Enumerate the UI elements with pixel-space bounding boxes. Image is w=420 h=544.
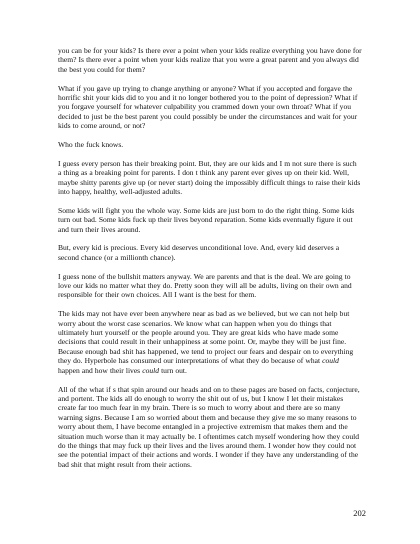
- paragraph-6: But, every kid is precious. Every kid deserves unconditional love. And, every kid deserves a second chance (or a millionth chance).: [58, 243, 340, 262]
- paragraph-8: [58, 309, 362, 375]
- page-number: 202: [353, 508, 366, 518]
- paragraph-8-text-2: happen and how their lives: [58, 365, 143, 375]
- emphasis-could-2: could: [142, 365, 159, 375]
- paragraph-1: you can be for your kids? Is there ever a point when your kids realize everything you have done for them? Is there ever a point when your kids realize that you were a great parent and you always did the best you could for them?: [58, 46, 362, 74]
- paragraph-4: I guess every person has their breaking point. But, they are our kids and I m not sure there is such a thing as a breaking point for parents. I don t think any parent ever gives up on their kid. Well, maybe shitty parents give up (or never start) doing the impossibly difficult things to raise their kids into happy, healthy, well-adjusted adults.: [58, 158, 361, 197]
- paragraph-5: Some kids will fight you the whole way. Some kids are just born to do the right thing. Some kids turn out bad. Some kids fuck up their lives beyond reparation. Some kids eventually figure it out and turn their lives around.: [58, 205, 355, 234]
- emphasis-could-1: could: [322, 356, 339, 366]
- paragraph-8-text-3: turn out.: [159, 365, 187, 375]
- paragraph-7: I guess none of the bullshit matters anyway. We are parents and that is the deal. We are going to love our kids no matter what they do. Pretty soon they will all be adults, living on their own and responsible for their own choices. All I want is the best for them.: [58, 271, 352, 300]
- paragraph-8-text-1: The kids may not have ever been anywhere near as bad as we believed, but we can not help but worry about the worst case scenarios. We know what can happen when you do things that ultimately hurt yourself or the people around you. They are great kids who have made some decisions that could result in their unhappiness at some point. Or, maybe they will be just fine. Because enough bad shit has happened, we tend to project our fears and despair on to everything they do. Hyperbole has consumed our interpretations of what they do because of what: [58, 309, 354, 366]
- paragraph-3: Who the fuck knows.: [58, 140, 124, 150]
- paragraph-2: What if you gave up trying to change anything or anyone? What if you accepted and forgave the horrific shit your kids did to you and it no longer bothered you to the point of depression? What if you forgave yourself for whatever culpability you crammed down your own throat? What if you decided to just be the best parent you could possibly be under the circumstances and wait for your kids to come around, or not?: [58, 83, 358, 131]
- paragraph-9: All of the what if s that spin around our heads and on to these pages are based on facts, conjecture, and portent. The kids all do enough to worry the shit out of us, but I know I let their mistakes create far too much fear in my brain. There is so much to worry about and there are so many warning signs. Because I am so worried about them and because they give me so many reasons to worry about them, I have become entangled in a projective extremism that makes them and the situation much worse than it may actually be. I oftentimes catch myself wondering how they could do the things that may fuck up their lives and the lives around them. I wonder how they could not see the potential impact of their actions and words. I wonder if they have any understanding of the bad shit that might result from their actions.: [58, 384, 360, 469]
